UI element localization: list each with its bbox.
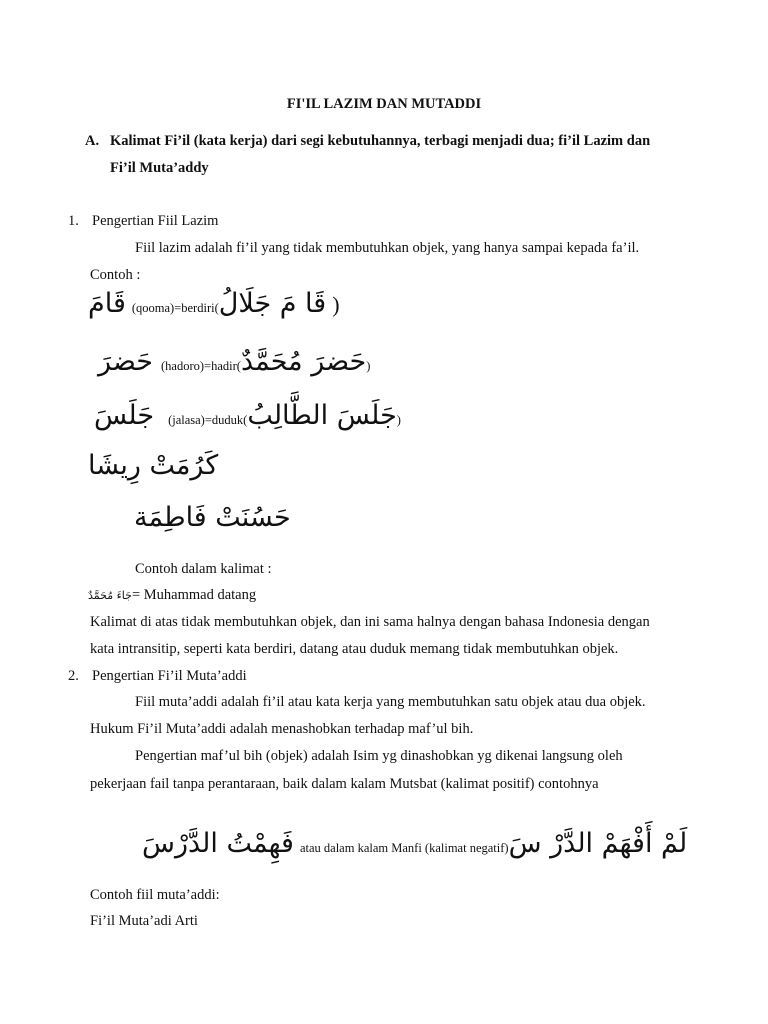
item1-heading: Pengertian Fiil Lazim — [92, 213, 219, 229]
example-gloss-3: (jalasa)=duduk( — [168, 413, 248, 427]
example-gloss-2: (hadoro)=hadir( — [161, 359, 241, 373]
contoh-mutaaddi-label: Contoh fiil muta’addi: — [90, 887, 220, 903]
example-close-1: ) — [332, 292, 340, 317]
kalimat-label: Contoh dalam kalimat : — [135, 561, 272, 577]
kalimat-example — [88, 586, 256, 604]
example-sentence-1: قَا مَ جَلَالُ — [218, 288, 327, 319]
item1-paragraph-line1: Kalimat di atas tidak membutuhkan objek, dan ini sama halnya dengan bahasa Indonesia dengan — [90, 614, 650, 630]
example-sentence-2: حَضرَ مُحَمَّدٌ — [240, 346, 367, 377]
mutaaddi-example-row — [142, 828, 687, 859]
positive-example-arabic: فَهِمْتُ الدَّرْسَ — [142, 828, 294, 859]
item2-definition-line2: Hukum Fi’il Muta’addi adalah menashobkan terhadap maf’ul bih. — [90, 721, 474, 737]
item2-number: 2. — [68, 668, 79, 684]
example-connector-text: atau dalam kalam Manfi (kalimat negatif) — [299, 841, 509, 855]
example-row-3 — [94, 400, 401, 431]
example-row-1 — [88, 288, 340, 319]
example-verb-1: قَامَ — [88, 288, 126, 319]
kalimat-arabic: جَاءَ مُحَمَّدٌ — [88, 589, 132, 602]
example-gloss-1: (qooma)=berdiri( — [131, 301, 219, 315]
section-a-marker: A. — [85, 133, 100, 149]
example-sentence-3: جَلَسَ الطَّالِبُ — [247, 400, 397, 431]
mutaaddi-table-header: Fi’il Muta’adi Arti — [90, 913, 198, 929]
section-a-line2: Fi’il Muta’addy — [110, 160, 209, 176]
mafulbih-line1: Pengertian maf’ul bih (objek) adalah Isim yg dinashobkan yg dikenai langsung oleh — [135, 748, 623, 764]
item2-heading: Pengertian Fi’il Muta’addi — [92, 668, 247, 684]
example-extra-1: كَرُمَتْ رِيشَا — [88, 450, 219, 481]
item2-definition-line1: Fiil muta’addi adalah fi’il atau kata kerja yang membutuhkan satu objek atau dua objek. — [135, 694, 646, 710]
example-verb-2: حَضرَ — [98, 346, 154, 377]
example-close-3: ) — [396, 413, 401, 427]
item1-number: 1. — [68, 213, 79, 229]
section-a-line1: Kalimat Fi’il (kata kerja) dari segi kebutuhannya, terbagi menjadi dua; fi’il Lazim dan — [110, 133, 651, 149]
item1-paragraph-line2: kata intransitip, seperti kata berdiri, datang atau duduk memang tidak membutuhkan objek. — [90, 641, 619, 657]
mafulbih-line2: pekerjaan fail tanpa perantaraan, baik dalam kalam Mutsbat (kalimat positif) contohnya — [90, 776, 599, 792]
negative-example-arabic: لَمْ أَفْهَمْ الدَّرْ سَ — [508, 828, 688, 859]
example-row-2 — [98, 346, 370, 377]
example-extra-2: حَسُنَتْ فَاطِمَة — [134, 502, 291, 533]
example-close-2: ) — [366, 359, 371, 373]
item1-contoh-label: Contoh : — [90, 267, 141, 283]
kalimat-meaning: = Muhammad datang — [131, 587, 257, 603]
page-title: FI'IL LAZIM DAN MUTADDI — [286, 96, 482, 112]
item1-definition: Fiil lazim adalah fi’il yang tidak membutuhkan objek, yang hanya sampai kepada fa’il. — [135, 240, 640, 256]
example-verb-3: جَلَسَ — [94, 400, 155, 431]
